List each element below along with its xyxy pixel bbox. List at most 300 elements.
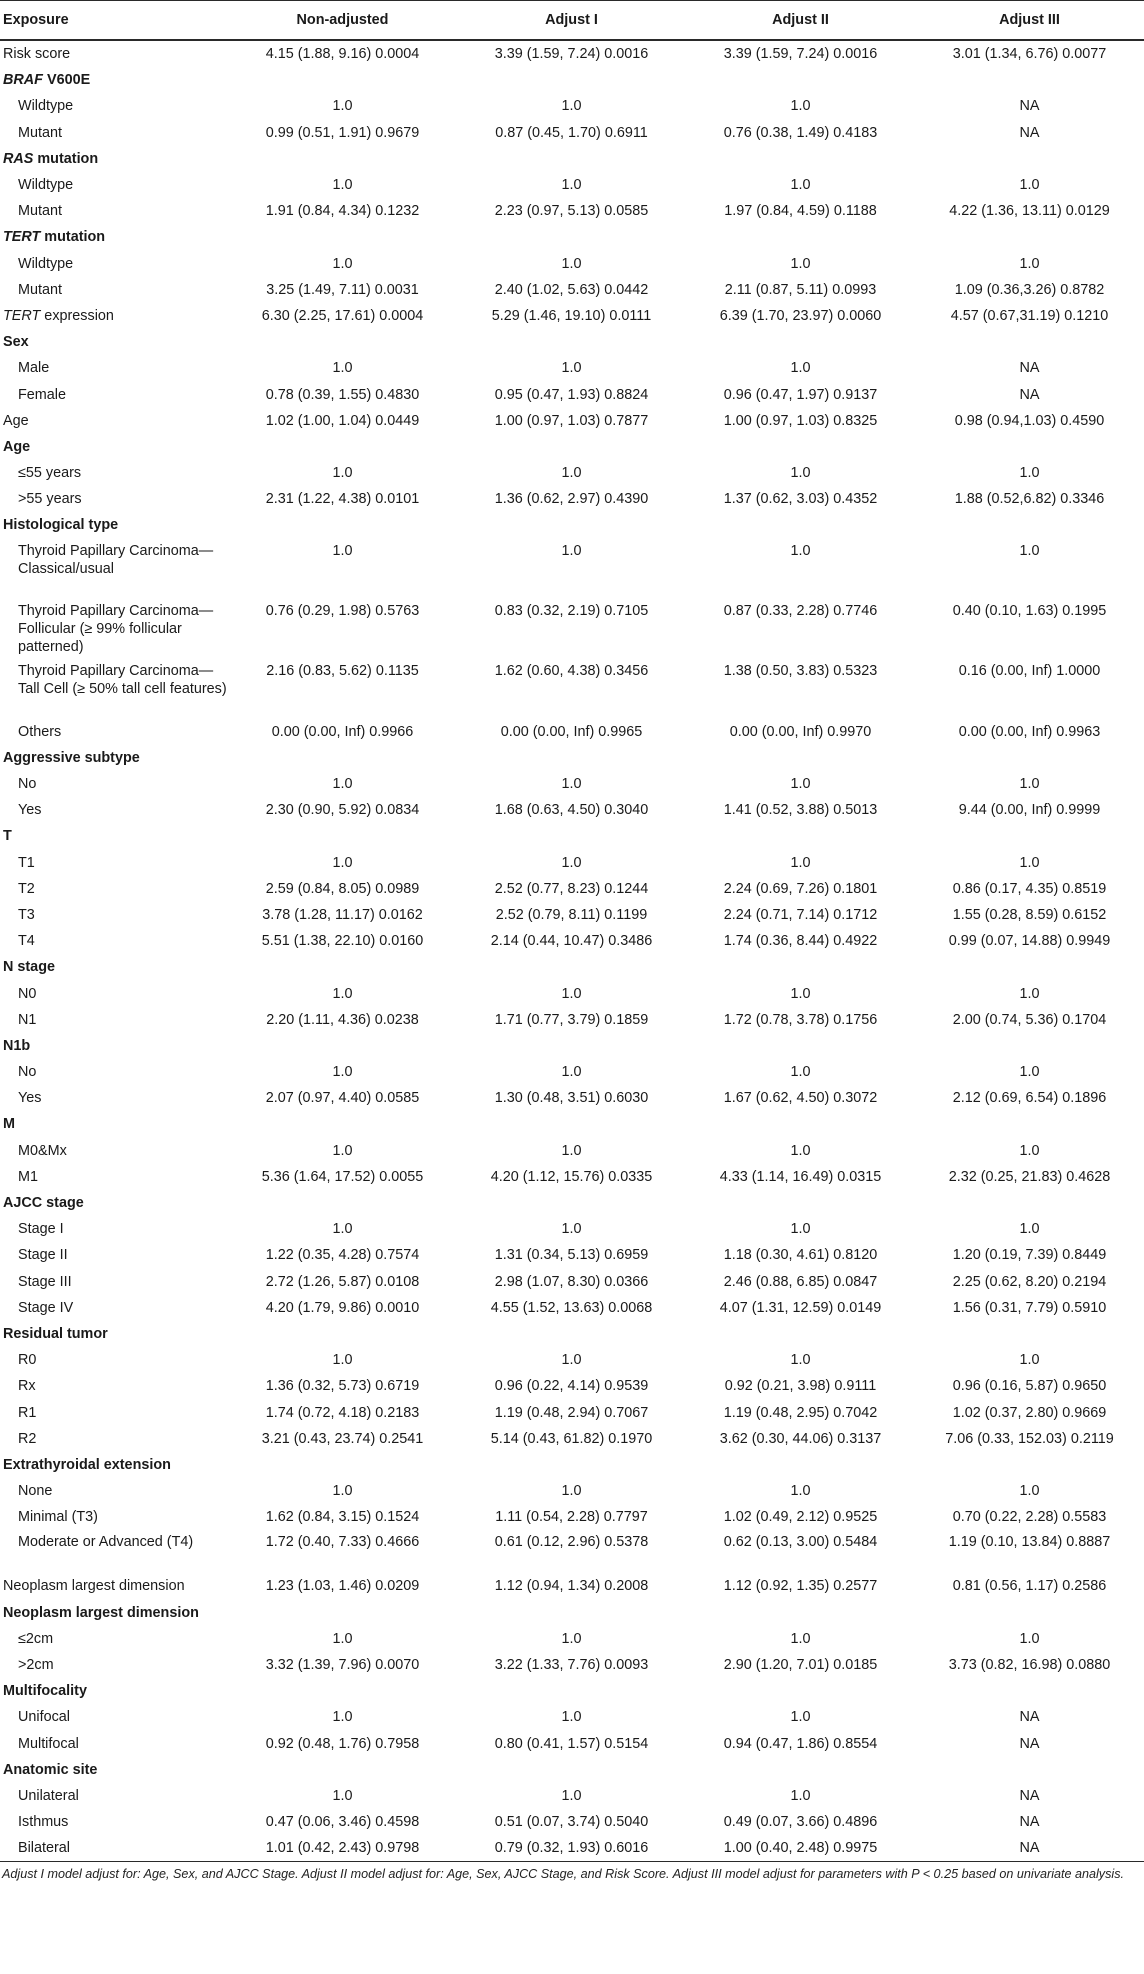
adjust-ii-cell: 1.74 (0.36, 8.44) 0.4922	[723, 933, 878, 950]
exposure-cell	[0, 1059, 228, 1085]
adjust-i-cell	[457, 1678, 686, 1704]
adjust-ii-cell: 2.46 (0.88, 6.85) 0.0847	[723, 1273, 878, 1290]
table-row	[0, 1809, 1144, 1835]
non-adjusted-cell: 5.36 (1.64, 17.52) 0.0055	[261, 1168, 424, 1185]
non-adjusted-cell: 0.78 (0.39, 1.55) 0.4830	[265, 386, 420, 403]
adjust-iii-cell: NA	[1019, 1735, 1040, 1752]
adjust-ii-cell: 1.19 (0.48, 2.95) 0.7042	[723, 1404, 878, 1421]
adjust-i-cell: 1.0	[561, 98, 582, 115]
exposure-cell	[0, 1164, 228, 1190]
adjust-i-cell: 1.19 (0.48, 2.94) 0.7067	[494, 1404, 649, 1421]
exposure-cell	[0, 771, 228, 797]
adjust-iii-cell: 1.20 (0.19, 7.39) 0.8449	[952, 1247, 1107, 1264]
adjust-iii-cell: 1.0	[1019, 854, 1040, 871]
table-row	[0, 1600, 1144, 1626]
exposure-cell	[0, 277, 228, 303]
adjust-ii-cell: 1.67 (0.62, 4.50) 0.3072	[723, 1090, 878, 1107]
adjust-iii-cell	[915, 1678, 1144, 1704]
exposure-label: Stage III	[18, 1273, 72, 1290]
table-row	[0, 1573, 1144, 1599]
adjust-iii-cell: NA	[1019, 124, 1040, 141]
table-row	[0, 198, 1144, 224]
table-row	[0, 797, 1144, 823]
exposure-cell	[0, 1452, 228, 1478]
adjust-i-cell: 1.0	[561, 1630, 582, 1647]
exposure-cell	[0, 1504, 228, 1530]
adjust-iii-cell: 1.0	[1019, 1142, 1040, 1159]
exposure-label: V600E	[42, 72, 91, 89]
adjust-i-cell	[457, 512, 686, 538]
adjust-ii-cell: 2.11 (0.87, 5.11) 0.0993	[724, 281, 877, 298]
adjust-i-cell: 1.0	[561, 1064, 582, 1081]
exposure-label: Isthmus	[18, 1814, 69, 1831]
exposure-label: Mutant	[18, 281, 62, 298]
adjust-ii-cell: 0.49 (0.07, 3.66) 0.4896	[723, 1814, 878, 1831]
adjust-iii-cell: 0.70 (0.22, 2.28) 0.5583	[952, 1509, 1107, 1526]
adjust-iii-cell: 4.57 (0.67,31.19) 0.1210	[950, 307, 1109, 324]
adjust-i-cell	[457, 1033, 686, 1059]
adjust-iii-cell: 0.40 (0.10, 1.63) 0.1995	[952, 602, 1107, 619]
adjust-iii-cell	[915, 434, 1144, 460]
table-row	[0, 486, 1144, 512]
exposure-cell	[0, 1373, 228, 1399]
table-row	[0, 745, 1144, 771]
adjust-ii-cell: 0.94 (0.47, 1.86) 0.8554	[723, 1735, 878, 1752]
table-row	[0, 408, 1144, 434]
non-adjusted-cell	[228, 954, 457, 980]
adjust-i-cell: 0.79 (0.32, 1.93) 0.6016	[457, 1835, 686, 1862]
non-adjusted-cell	[228, 1757, 457, 1783]
adjust-ii-cell: 1.72 (0.78, 3.78) 0.1756	[723, 1011, 878, 1028]
adjust-iii-cell: 0.99 (0.07, 14.88) 0.9949	[948, 933, 1111, 950]
adjust-iii-cell: 0.00 (0.00, Inf) 0.9963	[958, 723, 1101, 740]
table-row	[0, 355, 1144, 381]
adjust-iii-cell: 2.00 (0.74, 5.36) 0.1704	[952, 1011, 1107, 1028]
table-row	[0, 251, 1144, 277]
exposure-label: Multifocal	[18, 1735, 79, 1752]
adjust-iii-cell: 1.0	[1019, 1064, 1040, 1081]
exposure-label: Multifocality	[3, 1683, 87, 1700]
exposure-label: AJCC stage	[3, 1195, 84, 1212]
exposure-label: M	[3, 1116, 15, 1133]
non-adjusted-cell: 6.30 (2.25, 17.61) 0.0004	[261, 307, 424, 324]
exposure-cell	[0, 1295, 228, 1321]
adjust-i-cell: 1.31 (0.34, 5.13) 0.6959	[494, 1247, 649, 1264]
non-adjusted-cell: 1.0	[332, 360, 353, 377]
table-row	[0, 1111, 1144, 1137]
exposure-label: mutation	[40, 229, 106, 246]
non-adjusted-cell	[228, 434, 457, 460]
table-row	[0, 1059, 1144, 1085]
adjust-iii-cell	[915, 1033, 1144, 1059]
exposure-label: mutation	[33, 150, 99, 167]
adjust-ii-cell: 1.0	[790, 255, 811, 272]
adjust-i-cell: 1.30 (0.48, 3.51) 0.6030	[494, 1090, 649, 1107]
exposure-label: Residual tumor	[3, 1325, 108, 1342]
adjust-iii-cell	[915, 67, 1144, 93]
adjust-ii-cell: 1.12 (0.92, 1.35) 0.2577	[723, 1578, 878, 1595]
table-row	[0, 1085, 1144, 1111]
adjust-ii-cell: 0.92 (0.21, 3.98) 0.9111	[724, 1378, 877, 1395]
adjust-iii-cell	[915, 146, 1144, 172]
adjust-ii-cell	[686, 1757, 915, 1783]
adjust-i-cell: 1.0	[561, 255, 582, 272]
exposure-label: Others	[18, 723, 62, 740]
exposure-label: Mutant	[18, 124, 62, 141]
adjust-ii-cell: 1.0	[790, 776, 811, 793]
exposure-label: T	[3, 828, 12, 845]
adjust-ii-cell: 0.76 (0.38, 1.49) 0.4183	[723, 124, 878, 141]
adjust-i-cell: 2.52 (0.79, 8.11) 0.1199	[495, 906, 648, 923]
table-row	[0, 1757, 1144, 1783]
adjust-i-cell	[457, 329, 686, 355]
table-row	[0, 329, 1144, 355]
adjust-i-cell	[457, 1190, 686, 1216]
adjust-i-cell: 1.0	[561, 1221, 582, 1238]
non-adjusted-cell: 1.0	[332, 1787, 353, 1804]
exposure-cell	[0, 1190, 228, 1216]
adjust-iii-cell: 1.56 (0.31, 7.79) 0.5910	[952, 1299, 1107, 1316]
exposure-cell	[0, 408, 228, 434]
non-adjusted-cell: 0.92 (0.48, 1.76) 0.7958	[265, 1735, 420, 1752]
adjust-ii-cell	[686, 512, 915, 538]
non-adjusted-cell	[228, 1033, 457, 1059]
exposure-cell	[0, 460, 228, 486]
non-adjusted-cell: 1.0	[332, 177, 353, 194]
adjust-i-cell: 0.87 (0.45, 1.70) 0.6911	[495, 124, 648, 141]
exposure-label: No	[18, 776, 37, 793]
table-row	[0, 93, 1144, 119]
table-row	[0, 512, 1144, 538]
table-row	[0, 224, 1144, 250]
exposure-label: T3	[18, 906, 35, 923]
adjust-i-cell: 2.52 (0.77, 8.23) 0.1244	[494, 880, 649, 897]
exposure-cell	[0, 224, 228, 250]
table-row	[0, 1321, 1144, 1347]
table-row	[0, 1007, 1144, 1033]
adjust-i-cell: 2.40 (1.02, 5.63) 0.0442	[494, 281, 649, 298]
non-adjusted-cell: 1.0	[332, 465, 353, 482]
exposure-cell	[0, 745, 228, 771]
exposure-cell	[0, 1242, 228, 1268]
adjust-iii-cell: 1.0	[1019, 465, 1040, 482]
adjust-iii-cell: 0.81 (0.56, 1.17) 0.2586	[952, 1578, 1107, 1595]
adjust-iii-cell: 3.73 (0.82, 16.98) 0.0880	[948, 1657, 1111, 1674]
adjust-iii-cell: 0.98 (0.94,1.03) 0.4590	[954, 412, 1105, 429]
adjust-iii-cell: 1.0	[1019, 542, 1040, 559]
exposure-cell	[0, 329, 228, 355]
table-row	[0, 1452, 1144, 1478]
exposure-cell	[0, 1573, 228, 1599]
adjust-i-cell	[457, 745, 686, 771]
exposure-label: Rx	[18, 1378, 36, 1395]
table-row	[0, 1347, 1144, 1373]
table-row	[0, 599, 1144, 659]
exposure-italic-label: TERT	[3, 307, 41, 324]
adjust-ii-cell: 1.97 (0.84, 4.59) 0.1188	[724, 203, 877, 220]
non-adjusted-cell: 0.99 (0.51, 1.91) 0.9679	[265, 124, 420, 141]
adjust-i-cell: 1.0	[561, 1142, 582, 1159]
non-adjusted-cell: 1.0	[332, 776, 353, 793]
table-row	[0, 1242, 1144, 1268]
table-row	[0, 1033, 1144, 1059]
non-adjusted-cell	[228, 67, 457, 93]
non-adjusted-cell: 1.0	[332, 542, 353, 559]
exposure-cell	[0, 1399, 228, 1425]
adjust-ii-cell: 1.0	[790, 1352, 811, 1369]
table-row	[0, 1373, 1144, 1399]
adjust-i-cell: 1.12 (0.94, 1.34) 0.2008	[494, 1578, 649, 1595]
non-adjusted-cell	[228, 1678, 457, 1704]
exposure-cell	[0, 1731, 228, 1757]
adjust-iii-cell: 7.06 (0.33, 152.03) 0.2119	[945, 1430, 1114, 1447]
adjust-i-cell: 5.29 (1.46, 19.10) 0.0111	[491, 307, 652, 324]
adjust-ii-cell	[686, 224, 915, 250]
table-row	[0, 902, 1144, 928]
table-row	[0, 850, 1144, 876]
table-row	[0, 954, 1144, 980]
adjust-i-cell: 1.36 (0.62, 2.97) 0.4390	[494, 491, 649, 508]
exposure-cell	[0, 381, 228, 407]
adjust-ii-cell	[686, 434, 915, 460]
exposure-label: Yes	[18, 802, 42, 819]
adjust-iii-cell: 1.0	[1019, 776, 1040, 793]
non-adjusted-cell: 1.72 (0.40, 7.33) 0.4666	[265, 1534, 420, 1551]
exposure-label: M1	[18, 1168, 38, 1185]
adjust-ii-cell: 1.0	[790, 1787, 811, 1804]
adjust-iii-cell: NA	[1019, 1814, 1040, 1831]
exposure-label: N1	[18, 1011, 37, 1028]
non-adjusted-cell	[228, 1600, 457, 1626]
table-row	[0, 303, 1144, 329]
adjust-iii-cell	[915, 1190, 1144, 1216]
exposure-cell	[0, 1757, 228, 1783]
adjust-iii-cell: 4.22 (1.36, 13.11) 0.0129	[949, 203, 1110, 220]
adjust-ii-cell	[686, 823, 915, 849]
exposure-label: Risk score	[3, 46, 71, 63]
adjust-iii-cell: 0.16 (0.00, Inf) 1.0000	[958, 662, 1101, 679]
exposure-label: Histological type	[3, 517, 119, 534]
exposure-cell	[0, 1138, 228, 1164]
exposure-label: N0	[18, 985, 37, 1002]
exposure-label: R1	[18, 1404, 37, 1421]
table-row	[0, 823, 1144, 849]
adjust-iii-cell: 1.0	[1019, 1630, 1040, 1647]
exposure-cell	[0, 1033, 228, 1059]
non-adjusted-cell: 0.00 (0.00, Inf) 0.9966	[271, 723, 414, 740]
adjust-ii-cell	[686, 1678, 915, 1704]
adjust-ii-cell: 0.00 (0.00, Inf) 0.9970	[729, 723, 872, 740]
adjust-i-cell: 1.0	[561, 776, 582, 793]
table-row	[0, 1652, 1144, 1678]
non-adjusted-cell: 3.32 (1.39, 7.96) 0.0070	[265, 1657, 420, 1674]
adjust-ii-cell: 0.62 (0.13, 3.00) 0.5484	[723, 1534, 878, 1551]
adjust-i-cell	[457, 823, 686, 849]
adjust-i-cell: 0.51 (0.07, 3.74) 0.5040	[494, 1814, 649, 1831]
exposure-cell	[0, 303, 228, 329]
adjust-iii-cell: NA	[915, 1835, 1144, 1862]
non-adjusted-cell	[228, 329, 457, 355]
exposure-cell	[0, 850, 228, 876]
adjust-i-cell: 3.39 (1.59, 7.24) 0.0016	[494, 46, 649, 63]
exposure-cell	[0, 67, 228, 93]
adjust-i-cell: 1.0	[561, 177, 582, 194]
adjust-ii-cell	[686, 1321, 915, 1347]
table-row	[0, 1190, 1144, 1216]
exposure-cell	[0, 146, 228, 172]
table-row	[0, 659, 1144, 719]
adjust-i-cell	[457, 954, 686, 980]
adjust-iii-cell	[915, 1757, 1144, 1783]
non-adjusted-cell: 1.0	[332, 1221, 353, 1238]
adjust-iii-cell: 1.02 (0.37, 2.80) 0.9669	[952, 1404, 1107, 1421]
exposure-label: Age	[3, 412, 29, 429]
exposure-cell	[0, 93, 228, 119]
adjust-iii-cell	[915, 1600, 1144, 1626]
table-row	[0, 928, 1144, 954]
table-header-row	[0, 1, 1144, 41]
adjust-ii-cell	[686, 1033, 915, 1059]
header-adjust-i: Adjust I	[457, 1, 686, 41]
exposure-label: Unifocal	[18, 1709, 70, 1726]
adjust-i-cell	[457, 1321, 686, 1347]
adjust-ii-cell: 2.24 (0.69, 7.26) 0.1801	[723, 880, 878, 897]
adjust-ii-cell: 1.0	[790, 1221, 811, 1238]
adjust-iii-cell	[915, 1321, 1144, 1347]
exposure-label: Female	[18, 386, 66, 403]
exposure-label: Wildtype	[18, 177, 74, 194]
adjust-ii-cell: 1.41 (0.52, 3.88) 0.5013	[723, 802, 878, 819]
exposure-label: Thyroid Papillary Carcinoma—Tall Cell (≥ 50% tall cell features)	[18, 662, 227, 697]
exposure-cell	[0, 1269, 228, 1295]
adjust-ii-cell: 4.07 (1.31, 12.59) 0.0149	[719, 1299, 882, 1316]
exposure-label: Thyroid Papillary Carcinoma—Classical/usual	[18, 542, 214, 577]
adjust-i-cell: 1.0	[561, 542, 582, 559]
adjust-iii-cell: 1.88 (0.52,6.82) 0.3346	[954, 491, 1105, 508]
adjust-ii-cell	[686, 1190, 915, 1216]
adjust-i-cell: 4.20 (1.12, 15.76) 0.0335	[490, 1168, 653, 1185]
table-row	[0, 1295, 1144, 1321]
adjust-i-cell: 2.98 (1.07, 8.30) 0.0366	[494, 1273, 649, 1290]
header-non-adjusted: Non-adjusted	[228, 1, 457, 41]
adjust-i-cell	[457, 1111, 686, 1137]
non-adjusted-cell: 2.07 (0.97, 4.40) 0.0585	[265, 1090, 420, 1107]
non-adjusted-cell: 3.25 (1.49, 7.11) 0.0031	[266, 281, 419, 298]
exposure-label: T1	[18, 854, 35, 871]
exposure-cell	[0, 823, 228, 849]
non-adjusted-cell: 2.30 (0.90, 5.92) 0.0834	[265, 802, 420, 819]
exposure-label: Age	[3, 438, 31, 455]
exposure-label: Wildtype	[18, 98, 74, 115]
exposure-cell	[0, 1347, 228, 1373]
non-adjusted-cell: 2.31 (1.22, 4.38) 0.0101	[265, 491, 420, 508]
adjust-iii-cell	[915, 329, 1144, 355]
adjust-iii-cell	[915, 224, 1144, 250]
adjust-iii-cell	[915, 1452, 1144, 1478]
exposure-cell	[0, 902, 228, 928]
exposure-label: Extrathyroidal extension	[3, 1456, 171, 1473]
non-adjusted-cell: 1.0	[332, 854, 353, 871]
table-row	[0, 1269, 1144, 1295]
exposure-cell	[0, 1085, 228, 1111]
exposure-label: Moderate or Advanced (T4)	[18, 1534, 194, 1551]
exposure-label: Yes	[18, 1090, 42, 1107]
adjust-i-cell: 0.96 (0.22, 4.14) 0.9539	[494, 1378, 649, 1395]
adjust-i-cell: 4.55 (1.52, 13.63) 0.0068	[490, 1299, 653, 1316]
non-adjusted-cell: 1.0	[332, 1483, 353, 1500]
exposure-cell	[0, 434, 228, 460]
adjust-ii-cell: 2.90 (1.20, 7.01) 0.0185	[723, 1657, 878, 1674]
header-adjust-iii: Adjust III	[915, 1, 1144, 41]
adjust-ii-cell: 1.0	[790, 1709, 811, 1726]
adjust-ii-cell: 0.96 (0.47, 1.97) 0.9137	[723, 386, 878, 403]
non-adjusted-cell: 2.16 (0.83, 5.62) 0.1135	[266, 662, 419, 679]
adjust-ii-cell: 1.37 (0.62, 3.03) 0.4352	[723, 491, 878, 508]
exposure-label: T4	[18, 933, 35, 950]
exposure-label: Stage I	[18, 1221, 64, 1238]
adjust-i-cell: 1.0	[561, 1787, 582, 1804]
adjust-ii-cell	[686, 954, 915, 980]
exposure-cell	[0, 539, 228, 599]
exposure-cell	[0, 1704, 228, 1730]
non-adjusted-cell: 1.0	[332, 98, 353, 115]
exposure-cell	[0, 1809, 228, 1835]
adjust-ii-cell	[686, 146, 915, 172]
non-adjusted-cell: 1.02 (1.00, 1.04) 0.0449	[265, 412, 420, 429]
table-row	[0, 1478, 1144, 1504]
adjust-i-cell: 1.0	[561, 1483, 582, 1500]
adjust-iii-cell: NA	[1019, 98, 1040, 115]
non-adjusted-cell: 2.59 (0.84, 8.05) 0.0989	[265, 880, 420, 897]
adjust-iii-cell: NA	[1019, 1787, 1040, 1804]
adjust-ii-cell: 1.0	[790, 1064, 811, 1081]
adjust-i-cell: 1.0	[561, 985, 582, 1002]
table-row	[0, 1164, 1144, 1190]
adjust-ii-cell: 4.33 (1.14, 16.49) 0.0315	[719, 1168, 882, 1185]
non-adjusted-cell: 4.15 (1.88, 9.16) 0.0004	[265, 46, 420, 63]
exposure-label: >55 years	[18, 491, 82, 508]
adjust-i-cell	[457, 67, 686, 93]
non-adjusted-cell: 0.47 (0.06, 3.46) 0.4598	[265, 1814, 420, 1831]
adjust-ii-cell	[686, 1600, 915, 1626]
exposure-cell	[0, 797, 228, 823]
adjust-i-cell	[457, 146, 686, 172]
exposure-label: None	[18, 1483, 53, 1500]
adjust-i-cell: 1.0	[561, 854, 582, 871]
adjust-iii-cell: 1.0	[1019, 1352, 1040, 1369]
adjust-ii-cell	[686, 745, 915, 771]
adjust-iii-cell: 9.44 (0.00, Inf) 0.9999	[958, 802, 1101, 819]
adjust-ii-cell	[686, 329, 915, 355]
table-row	[0, 1504, 1144, 1530]
exposure-cell	[0, 198, 228, 224]
non-adjusted-cell	[228, 146, 457, 172]
exposure-cell	[0, 980, 228, 1006]
exposure-cell	[0, 1835, 228, 1862]
exposure-label: Unilateral	[18, 1787, 79, 1804]
adjust-i-cell: 1.71 (0.77, 3.79) 0.1859	[494, 1011, 649, 1028]
exposure-cell	[0, 251, 228, 277]
adjust-i-cell: 5.14 (0.43, 61.82) 0.1970	[490, 1430, 653, 1447]
exposure-cell	[0, 1652, 228, 1678]
adjust-iii-cell: 1.19 (0.10, 13.84) 0.8887	[948, 1534, 1111, 1551]
adjust-ii-cell: 1.0	[790, 854, 811, 871]
exposure-label: R0	[18, 1352, 37, 1369]
adjust-ii-cell	[686, 1452, 915, 1478]
adjust-i-cell	[457, 224, 686, 250]
exposure-cell	[0, 486, 228, 512]
header-exposure: Exposure	[0, 1, 228, 41]
